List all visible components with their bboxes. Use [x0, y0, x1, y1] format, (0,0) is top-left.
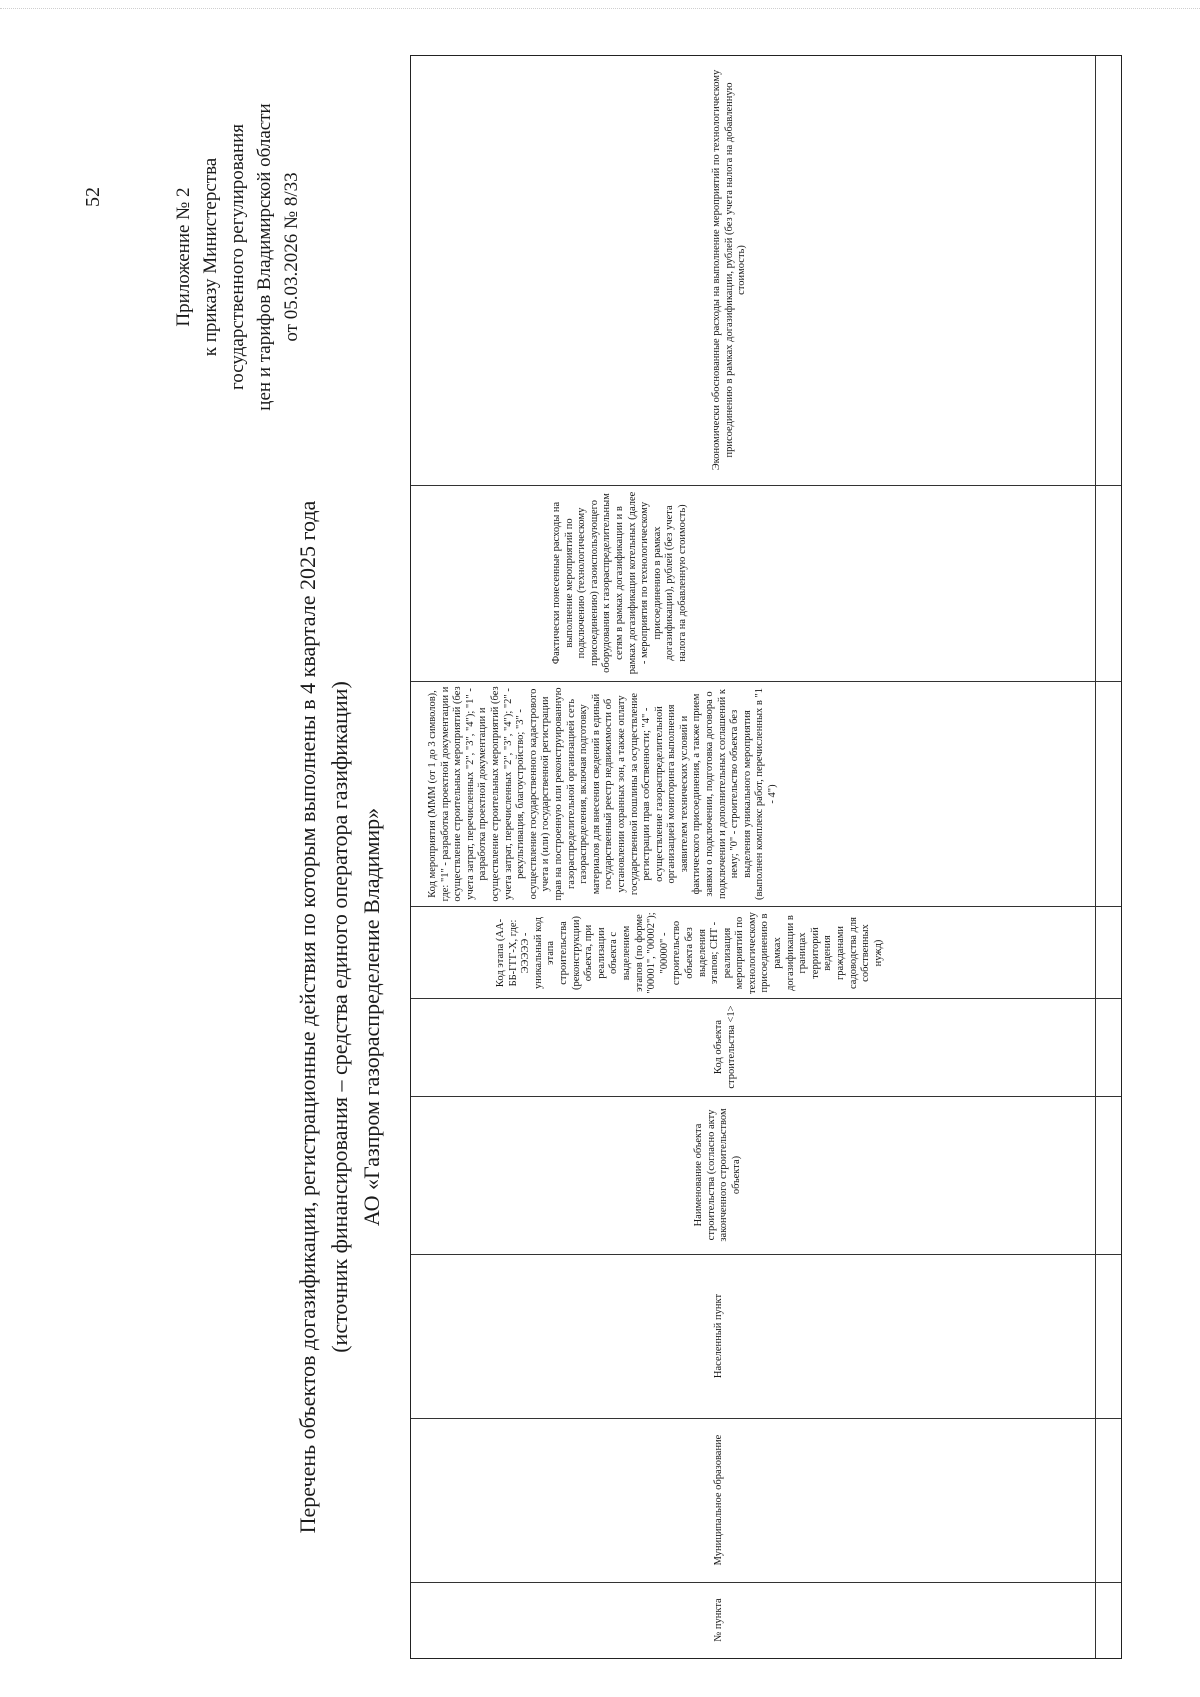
- objects-table: [410, 55, 1122, 1659]
- header-object-code: Код объекта строительства <1>: [713, 1005, 737, 1089]
- title-line: АО «Газпром газораспределение Владимир»: [359, 807, 384, 1227]
- header-municipality: Муниципальное образование: [713, 1434, 724, 1566]
- appendix-line: от 05.03.2026 № 8/33: [281, 172, 302, 342]
- row-separator: [1095, 56, 1096, 1658]
- header-object-name: Наименование объекта строительства (согласно акту законченного строительством объекта): [693, 1108, 742, 1242]
- header-settlement: Населенный пункт: [713, 1293, 724, 1379]
- header-justified-costs: Экономически обоснованные расходы на выполнение мероприятий по технологическому присоединению в рамках догазификации, рублей (без учета налога на добавленную стоимость): [711, 69, 748, 471]
- appendix-line: цен и тарифов Владимирской области: [254, 103, 275, 411]
- header-activity-code: Код мероприятия (МММ (от 1 до 3 символов), где: "1" - разработка проектной документации и осуществление строительных мероприятий (без учета затрат, перечисленных "2", "3", "4"); "1" - разработка проектной документации и осуществление строительных мероприятий (без учета затрат, перечисленных "2", "3", "4"); "2" - рекультивация, благоустройство; "3" - осуществление государственного кадастрового учета и (или) государственной регистрации прав на построенную или реконструированную газораспределительной организацией сеть газораспределения, включая подготовку материалов для внесения сведений в единый государственный реестр недвижимости об установлении охранных зон, а также оплату государственной пошлины за осуществление регистрации прав собственности; "4" - осуществление газораспределительной организацией мониторинга выполнения заявителем технических условий и фактического присоединения, а также прием заявки о подключении, подготовка договора о подключении и дополнительных соглашений к нему; "0" - строительство объекта без выделения уникального мероприятия (выполнен комплекс работ, перечисленных в "1 - 4"): [427, 686, 779, 902]
- header-stage-code: Код этапа (АА-ББ-ГГГ-Х, где: ЭЭЭЭЭ - уникальный код этапа строительства (реконструкции) объекта, при реализации объекта с выделением этапов (по форме "00001", "00002"); "00000" - строительство объекта без выделения этапов; СНТ - реализация мероприятий по технологическому присоединению в рамках догазификации в границах территорий ведения гражданами садоводства для собственных нужд): [495, 912, 884, 994]
- appendix-line: Приложение № 2: [173, 187, 194, 327]
- column-9: [411, 56, 1121, 486]
- header-number: № пункта: [713, 1598, 724, 1642]
- column-1: [411, 1583, 1121, 1658]
- appendix-block: [170, 22, 305, 492]
- title-line: Перечень объектов догазификации, регистрационные действия по которым выполнены в 4 квартале 2025 года: [295, 500, 320, 1534]
- document-title: [292, 367, 388, 1667]
- title-line: (источник финансирования – средства единого оператора газификации): [327, 681, 352, 1353]
- header-actual-costs: Фактически понесенные расходы на выполнение мероприятий по подключению (технологическому присоединению) газоиспользующего оборудования к газораспределительным сетям в рамках догазификации и в рамках догазификации котельных (далее - мероприятия по технологическому присоединению в рамках догазификации), рублей (без учета налога на добавленную стоимость): [551, 491, 688, 675]
- column-2: [411, 1419, 1121, 1583]
- column-5: [411, 999, 1121, 1097]
- appendix-line: государственного регулирования: [227, 123, 248, 391]
- column-8: [411, 486, 1121, 682]
- appendix-line: к приказу Министерства: [200, 157, 221, 357]
- column-4: [411, 1097, 1121, 1255]
- column-3: [411, 1255, 1121, 1419]
- page-number: 52: [82, 187, 104, 207]
